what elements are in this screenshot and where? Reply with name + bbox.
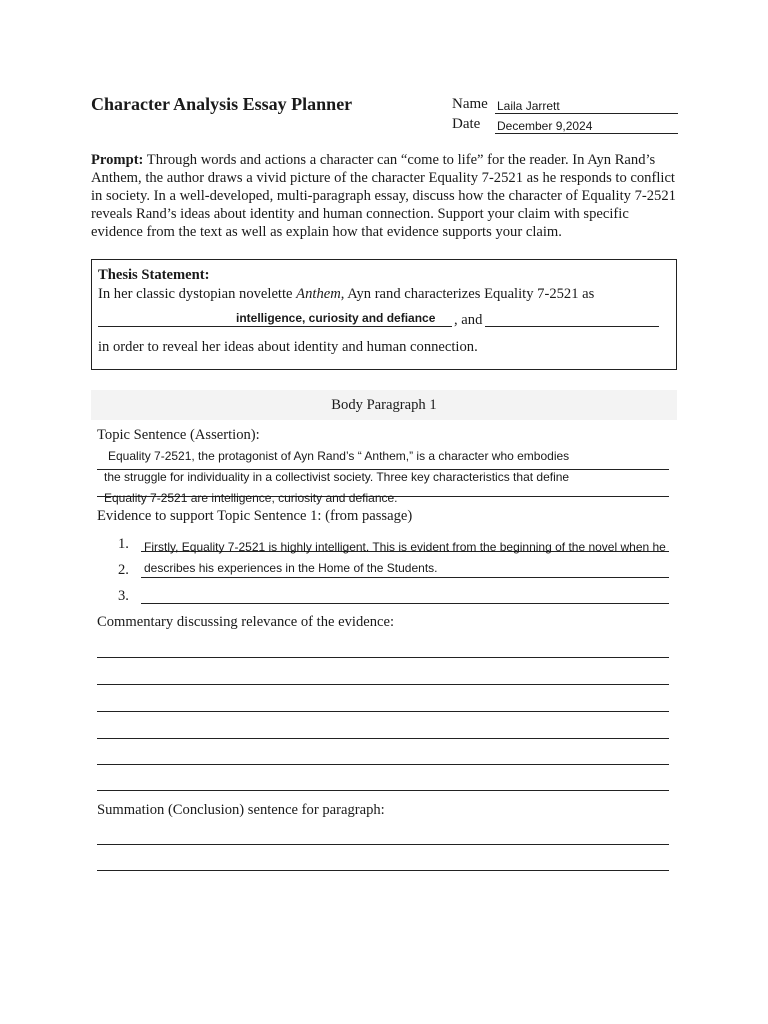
commentary-line[interactable] xyxy=(97,764,669,765)
body-paragraph-heading xyxy=(91,390,677,420)
commentary-line[interactable] xyxy=(97,738,669,739)
summation-line[interactable] xyxy=(97,844,669,845)
prompt-text: Through words and actions a character can “come to life” for the reader. In Ayn Rand’s Anthem, the author draws a vivid picture of the character Equality 7-2521 as he responds to conflict in society. In a well-developed, multi-paragraph essay, discuss how the character of Equality 7-2521 reveals Rand’s ideas about identity and human connection. Support your claim with specific evidence from the text as well as explain how that evidence supports your claim. xyxy=(91,152,676,240)
thesis-intro-rest: , Ayn rand characterizes Equality 7-2521 as xyxy=(340,286,595,302)
thesis-label: Thesis Statement: xyxy=(98,267,210,283)
topic-text-line-2: the struggle for individuality in a collectivist society. Three key characteristics that define xyxy=(104,470,570,484)
topic-sentence-label: Topic Sentence (Assertion): xyxy=(97,427,260,443)
name-value: Laila Jarrett xyxy=(497,99,560,113)
evidence-label: Evidence to support Topic Sentence 1: (from passage) xyxy=(97,508,413,524)
thesis-blank-2[interactable] xyxy=(485,326,659,327)
evidence-line-2[interactable] xyxy=(141,577,669,578)
evidence-text-1: Firstly, Equality 7-2521 is highly intelligent. This is evident from the beginning of the novel when he xyxy=(144,540,666,554)
summation-label: Summation (Conclusion) sentence for paragraph: xyxy=(97,802,385,818)
commentary-line[interactable] xyxy=(97,790,669,791)
prompt-label: Prompt: xyxy=(91,152,144,168)
topic-text-line-1: Equality 7-2521, the protagonist of Ayn Rand’s “ Anthem,” is a character who embodies xyxy=(108,449,570,463)
thesis-fill-1: intelligence, curiosity and defiance xyxy=(236,311,436,325)
commentary-label: Commentary discussing relevance of the evidence: xyxy=(97,614,395,630)
thesis-book-title: Anthem xyxy=(296,286,341,302)
commentary-line[interactable] xyxy=(97,657,669,658)
thesis-blank-1[interactable] xyxy=(98,326,452,327)
evidence-number-1: 1. xyxy=(118,536,129,552)
thesis-intro xyxy=(98,286,594,303)
topic-text-line-3: Equality 7-2521 are intelligence, curiosity and defiance. xyxy=(104,491,398,505)
thesis-intro-text: In her classic dystopian novelette xyxy=(98,286,297,302)
evidence-number-3: 3. xyxy=(118,588,129,604)
thesis-connector: , and xyxy=(454,312,483,328)
commentary-line[interactable] xyxy=(97,684,669,685)
thesis-outro: in order to reveal her ideas about identity and human connection. xyxy=(98,339,478,355)
thesis-box xyxy=(91,259,677,370)
date-field[interactable] xyxy=(495,115,678,134)
evidence-line-3[interactable] xyxy=(141,603,669,604)
page-title: Character Analysis Essay Planner xyxy=(91,94,353,114)
summation-line[interactable] xyxy=(97,870,669,871)
name-label: Name xyxy=(452,96,488,112)
commentary-line[interactable] xyxy=(97,711,669,712)
prompt-paragraph xyxy=(91,151,681,241)
date-value: December 9,2024 xyxy=(497,119,593,133)
evidence-number-2: 2. xyxy=(118,562,129,578)
evidence-text-2: describes his experiences in the Home of the Students. xyxy=(144,561,438,575)
body-paragraph-title: Body Paragraph 1 xyxy=(331,396,437,413)
name-field[interactable] xyxy=(495,95,678,114)
date-label: Date xyxy=(452,116,481,132)
